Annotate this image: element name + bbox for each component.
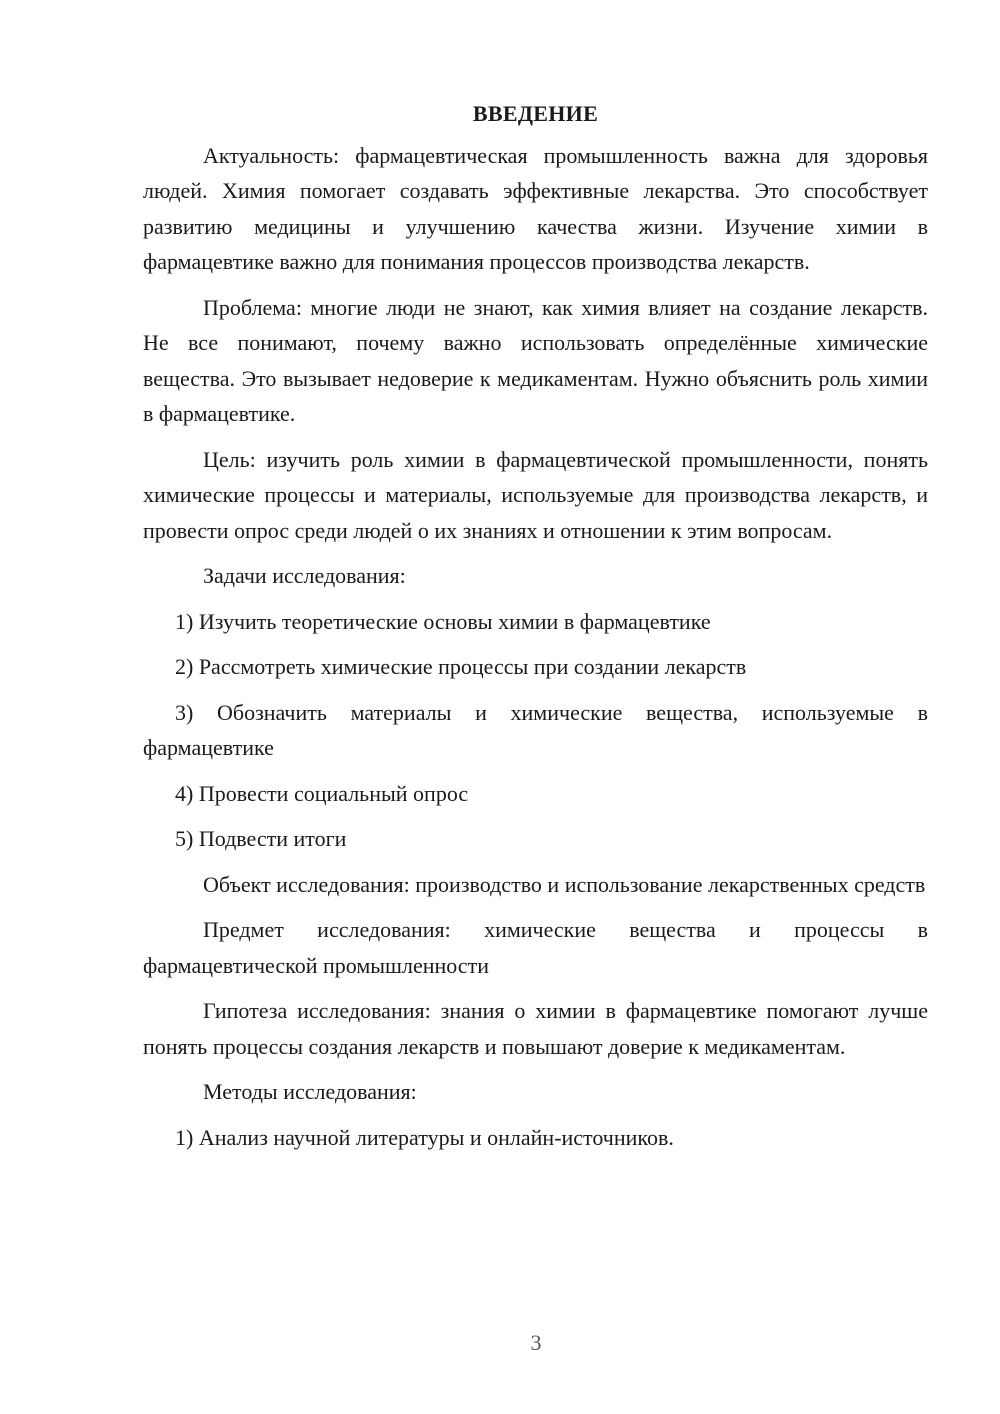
page-number: 3 (530, 1330, 542, 1355)
paragraph-object: Объект исследования: производство и использование лекарственных средств (203, 871, 926, 897)
paragraph-problem: Проблема: многие люди не знают, как химия влияет на создание лекарств. Не все понимают, почему важно использовать определённые химические вещества. Это вызывает недоверие к медикаментам. Нужно объяснить роль химии в фармацевтике. (143, 294, 928, 426)
paragraph-goal: Цель: изучить роль химии в фармацевтической промышленности, понять химические процессы и материалы, используемые для производства лекарств, и провести опрос среди людей о их знаниях и отношении к этим вопросам. (143, 446, 928, 543)
task-item-5: 5) Подвести итоги (175, 826, 347, 851)
paragraph-relevance: Актуальность: фармацевтическая промышленность важна для здоровья людей. Химия помогает создавать эффективные лекарства. Это способствует развитию медицины и улучшению качества жизни. Изучение химии в фармацевтике важно для понимания процессов производства лекарств. (143, 142, 928, 274)
page-title: ВВЕДЕНИЕ (472, 101, 599, 126)
task-item-4: 4) Провести социальный опрос (175, 780, 469, 806)
tasks-heading: Задачи исследования: (203, 563, 406, 588)
paragraph-subject: Предмет исследования: химические вещества и процессы в фармацевтической промышленности (143, 917, 928, 978)
paragraph-hypothesis: Гипотеза исследования: знания о химии в фармацевтике помогают лучше понять процессы создания лекарств и повышают доверие к медикаментам. (143, 998, 928, 1059)
method-item-1: 1) Анализ научной литературы и онлайн-источников. (175, 1124, 674, 1150)
page-content (143, 96, 928, 1165)
task-item-3: 3) Обозначить материалы и химические вещества, используемые в фармацевтике (143, 699, 928, 760)
methods-heading: Методы исследования: (203, 1079, 417, 1104)
task-item-1: 1) Изучить теоретические основы химии в фармацевтике (175, 608, 711, 634)
task-item-2: 2) Рассмотреть химические процессы при создании лекарств (175, 654, 747, 679)
